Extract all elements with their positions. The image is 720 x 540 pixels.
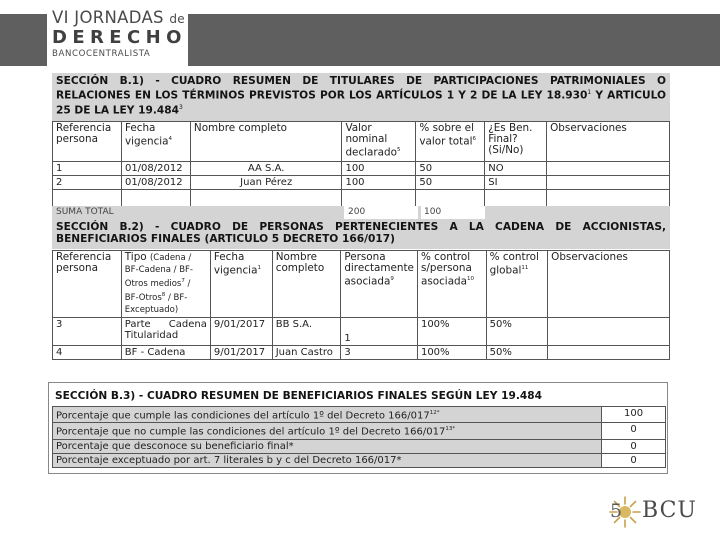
table-cell xyxy=(547,176,670,190)
table-row xyxy=(53,407,666,423)
table-cell: 01/08/2012 xyxy=(121,176,190,190)
col-header: Referencia persona xyxy=(53,122,122,162)
row-label: Porcentaje que no cumple las condiciones del artículo 1º del Decreto $166/017^{13*}$ xyxy=(53,423,602,439)
col-header: Tipo (Cadena / BF-Cadena / BF-Otros medios$^7$ / BF-Otros$^8$ / BF-Exceptuado) xyxy=(121,251,210,318)
col-header: Observaciones xyxy=(547,122,670,162)
total-pct: 100 xyxy=(424,207,442,217)
slide-number: 5 xyxy=(610,500,623,522)
table-cell: AA S.A. xyxy=(190,162,342,176)
col-header: % control s/persona asociada$^{10}$ xyxy=(417,251,486,318)
logo-line-3: BANCOCENTRALISTA xyxy=(52,49,151,59)
col-header: ¿Es Ben. Final? (Si/No) xyxy=(485,122,547,162)
col-header: Fecha vigencia$^1$ xyxy=(210,251,272,318)
col-header: Fecha vigencia$^4$ xyxy=(121,122,190,162)
table-row xyxy=(53,439,666,453)
table-cell: 50 xyxy=(416,176,485,190)
table-cell xyxy=(548,345,670,359)
row-value: 100 xyxy=(602,407,666,423)
table-cell: 3 xyxy=(341,345,418,359)
table-cell xyxy=(548,317,670,345)
table-cell: 9/01/2017 xyxy=(210,345,272,359)
table-cell: SI xyxy=(485,176,547,190)
col-header: Referencia persona xyxy=(53,251,122,318)
row-label: Porcentaje que cumple las condiciones del artículo 1º del Decreto $166/017^{12*}$ xyxy=(53,407,602,423)
logo-line-2: DERECHO xyxy=(52,27,187,48)
table-row xyxy=(53,423,666,439)
table-cell: 50 xyxy=(416,162,485,176)
col-header: Observaciones xyxy=(548,251,670,318)
section-b1-title: SECCIÓN B.1) - CUADRO RESUMEN DE TITULARES DE PARTICIPACIONES PATRIMONIALES O RELACIONES EN LOS TÉRMINOS PREVISTOS POR LOS ARTÍCULOS 1 Y 2 DE LA LEY 18.930$^1$ Y ARTICULO 25 DE LA LEY 19.484$^3$ xyxy=(56,75,666,117)
table-cell: 100 xyxy=(342,162,416,176)
table-cell: 1 xyxy=(341,317,418,345)
table-cell: NO xyxy=(485,162,547,176)
table-row xyxy=(53,176,670,190)
row-value: 0 xyxy=(602,439,666,453)
table-cell xyxy=(547,162,670,176)
table-cell: Juan Castro xyxy=(272,345,341,359)
col-header: % sobre el valor total$^6$ xyxy=(416,122,485,162)
table-row xyxy=(53,162,670,176)
table-header-row xyxy=(53,122,670,162)
table-row xyxy=(53,317,670,345)
bcu-logo-text: BCU xyxy=(642,498,697,523)
row-label: Porcentaje que desconoce su beneficiario final* xyxy=(53,439,602,453)
row-label: Porcentaje exceptuado por art. 7 literales b y c del Decreto 166/017* xyxy=(53,453,602,467)
table-cell: 01/08/2012 xyxy=(121,162,190,176)
col-header: Nombre completo xyxy=(190,122,342,162)
section-b3-table xyxy=(52,406,666,468)
section-b3-title: SECCIÓN B.3) - CUADRO RESUMEN DE BENEFICIARIOS FINALES SEGÚN LEY 19.484 xyxy=(55,390,542,402)
table-cell: 50% xyxy=(486,345,547,359)
table-cell: 50% xyxy=(486,317,547,345)
total-valor: 200 xyxy=(348,207,366,217)
section-b2-table xyxy=(52,250,670,360)
table-cell: 100% xyxy=(417,345,486,359)
bcu-logo xyxy=(608,492,704,532)
row-value: 0 xyxy=(602,423,666,439)
row-value: 0 xyxy=(602,453,666,467)
table-cell: 4 xyxy=(53,345,122,359)
section-b2-title: SECCIÓN B.2) - CUADRO DE PERSONAS PERTENECIENTES A LA CADENA DE ACCIONISTAS, BENEFICIARIOS FINALES (ARTICULO 5 DECRETO 166/017) xyxy=(56,221,666,245)
table-cell: 9/01/2017 xyxy=(210,317,272,345)
total-label: SUMA TOTAL xyxy=(56,207,114,217)
table-row xyxy=(53,345,670,359)
section-b1-table xyxy=(52,121,670,212)
table-header-row xyxy=(53,251,670,318)
table-row xyxy=(53,453,666,467)
col-header: % control global$^{11}$ xyxy=(486,251,547,318)
table-cell: BF - Cadena xyxy=(121,345,210,359)
col-header: Valor nominal declarado$^5$ xyxy=(342,122,416,162)
col-header: Persona directamente asociada$^9$ xyxy=(341,251,418,318)
table-cell: 2 xyxy=(53,176,122,190)
table-cell: Juan Pérez xyxy=(190,176,342,190)
table-cell: BB S.A. xyxy=(272,317,341,345)
table-cell: 1 xyxy=(53,162,122,176)
table-cell: 100% xyxy=(417,317,486,345)
logo-line-1: VI JORNADAS de xyxy=(52,8,185,27)
col-header: Nombre completo xyxy=(272,251,341,318)
event-logo xyxy=(47,0,188,68)
table-cell: 3 xyxy=(53,317,122,345)
table-cell: Parte Cadena Titularidad xyxy=(121,317,210,345)
table-cell: 100 xyxy=(342,176,416,190)
